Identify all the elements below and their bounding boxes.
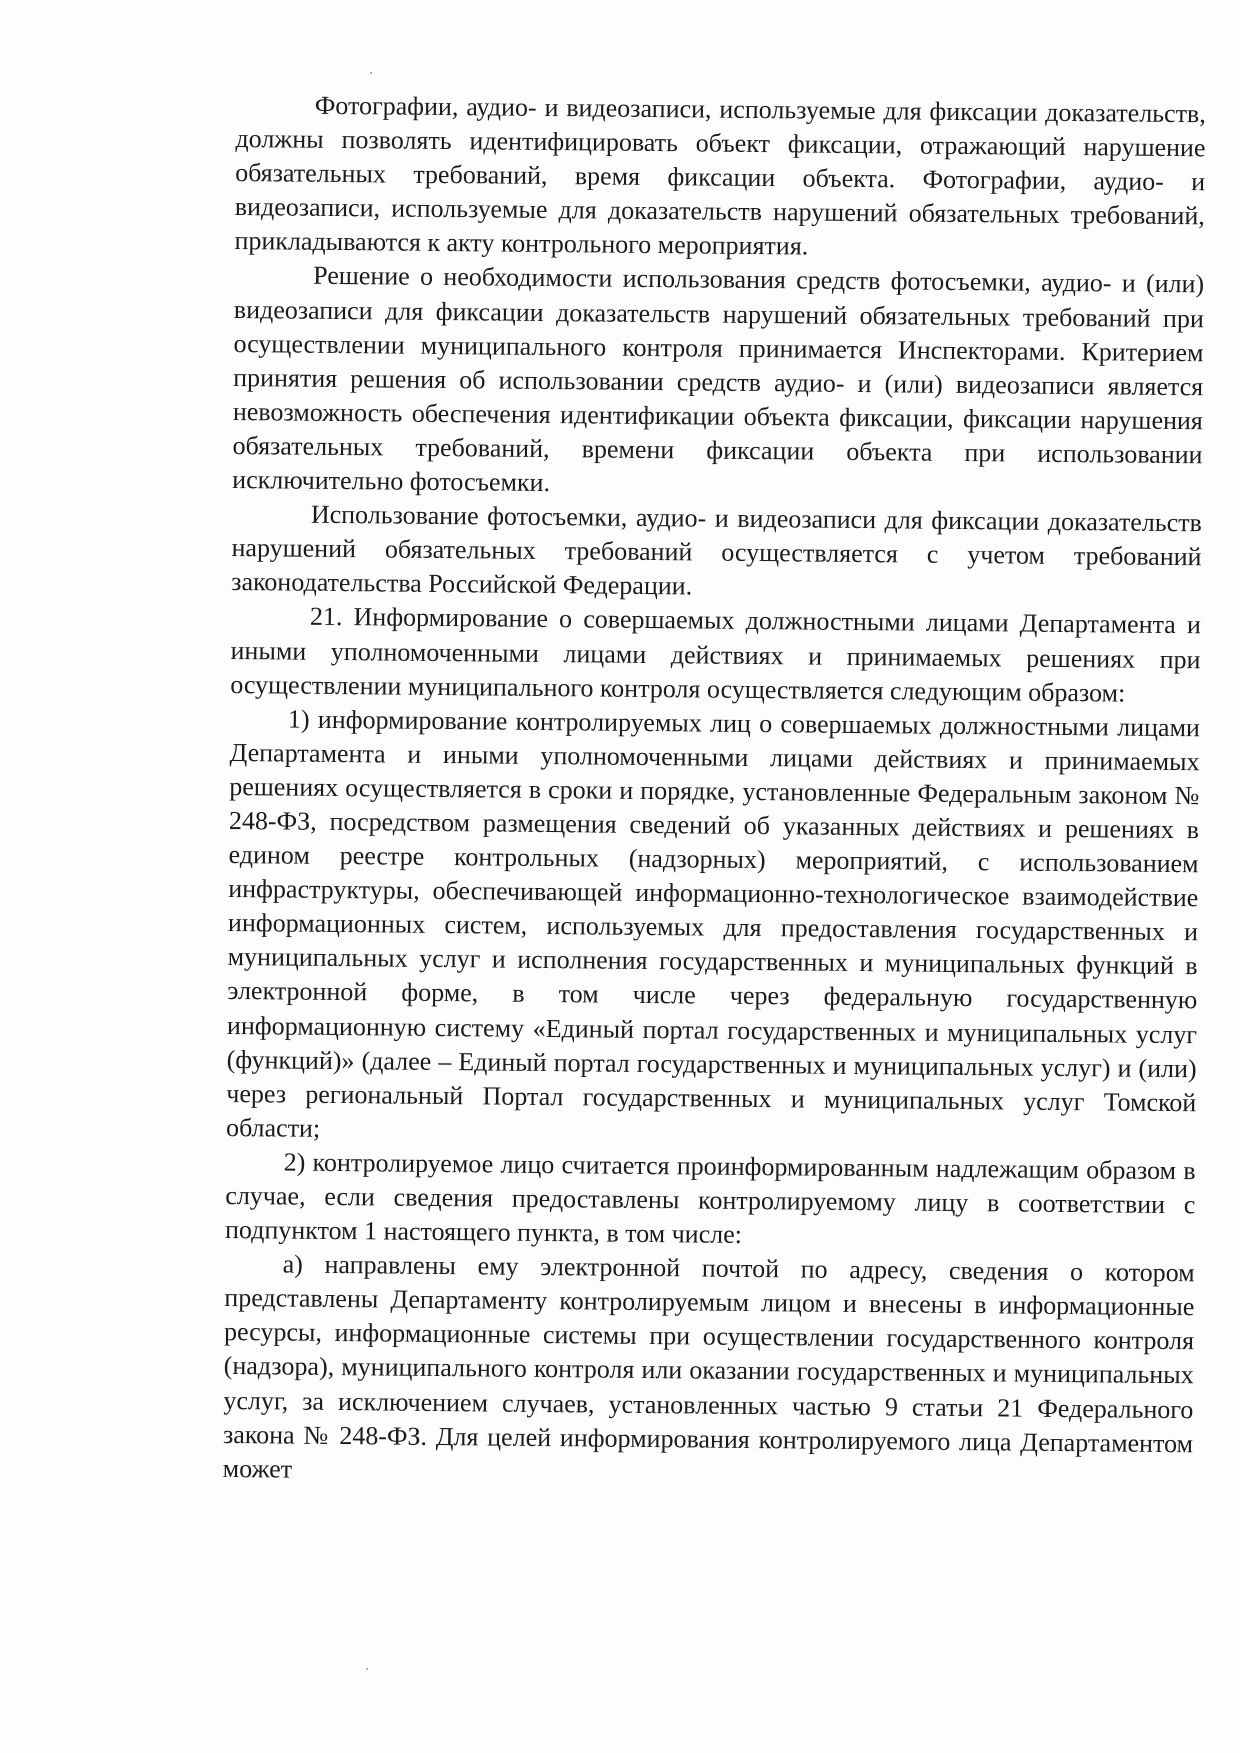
paragraph-legislation-compliance: Использование фотосъемки, аудио- и видеозаписи для фиксации доказательств нарушений обязательных требований осуществляется с учетом требований законодательства Российской Федерации. xyxy=(231,499,1203,601)
paragraph-subitem-2: 2) контролируемое лицо считается проинформированным надлежащим образом в случае, если сведения предоставлены контролируемому лицу в соответствии с подпунктом 1 настоящего пункта, в том числе: xyxy=(224,1147,1196,1250)
paragraph-subitem-a: а) направлены ему электронной почтой по адресу, сведения о котором представлены Департаменту контролируемым лицом и внесены в информационные ресурсы, информационные системы при осуществлении государственного контроля (надзора), муниципального контроля или оказании государственных и муниципальных услуг, за исключением случаев, установленных частью 9 статьи 21 Федерального закона № 248-ФЗ. Для целей информирования контролируемого лица Департаментом может xyxy=(222,1249,1195,1484)
paragraph-item-21-informing: 21. Информирование о совершаемых должностными лицами Департамента и иными уполномоченными лицами действиях и принимаемых решениях при осуществлении муниципального контроля осуществляется следующим образом: xyxy=(230,602,1202,708)
paragraph-decision-on-recording: Решение о необходимости использования средств фотосъемки, аудио- и (или) видеозаписи для фиксации доказательств нарушений обязательных требований при осуществлении муниципального контроля принимается Инспекторами. Критерием принятия решения об использовании средств аудио- и (или) видеозаписи является невозможность обеспечения идентификации объекта фиксации, фиксации нарушения обязательных требований, времени фиксации объекта при использовании исключительно фотосъемки. xyxy=(232,261,1205,498)
scan-speck-bottom xyxy=(366,1668,368,1670)
paragraph-photo-video-requirements: Фотографии, аудио- и видеозаписи, используемые для фиксации доказательств, должны позволять идентифицировать объект фиксации, отражающий нарушение обязательных требований, время фиксации объекта. Фотографии, аудио- и видеозаписи, используемые для доказательств нарушений обязательных требований, прикладываются к акту контрольного мероприятия. xyxy=(234,90,1206,261)
document-body xyxy=(223,88,1206,1495)
paragraph-subitem-1: 1) информирование контролируемых лиц о совершаемых должностными лицами Департамента и иными уполномоченными лицами действиях и принимаемых решениях осуществляется в сроки и порядке, установленные Федеральным законом № 248-ФЗ, посредством размещения сведений об указанных действиях и решениях в едином реестре контрольных (надзорных) мероприятий, с использованием инфраструктуры, обеспечивающей информационно-технологическое взаимодействие информационных систем, используемых для предоставления государственных и муниципальных услуг и исполнения государственных и муниципальных функций в электронной форме, в том числе через федеральную государственную информационную систему «Единый портал государственных и муниципальных услуг (функций)» (далее – Единый портал государственных и муниципальных услуг) и (или) через региональный Портал государственных и муниципальных услуг Томской области; xyxy=(225,704,1201,1143)
scan-speck-top xyxy=(370,72,372,74)
